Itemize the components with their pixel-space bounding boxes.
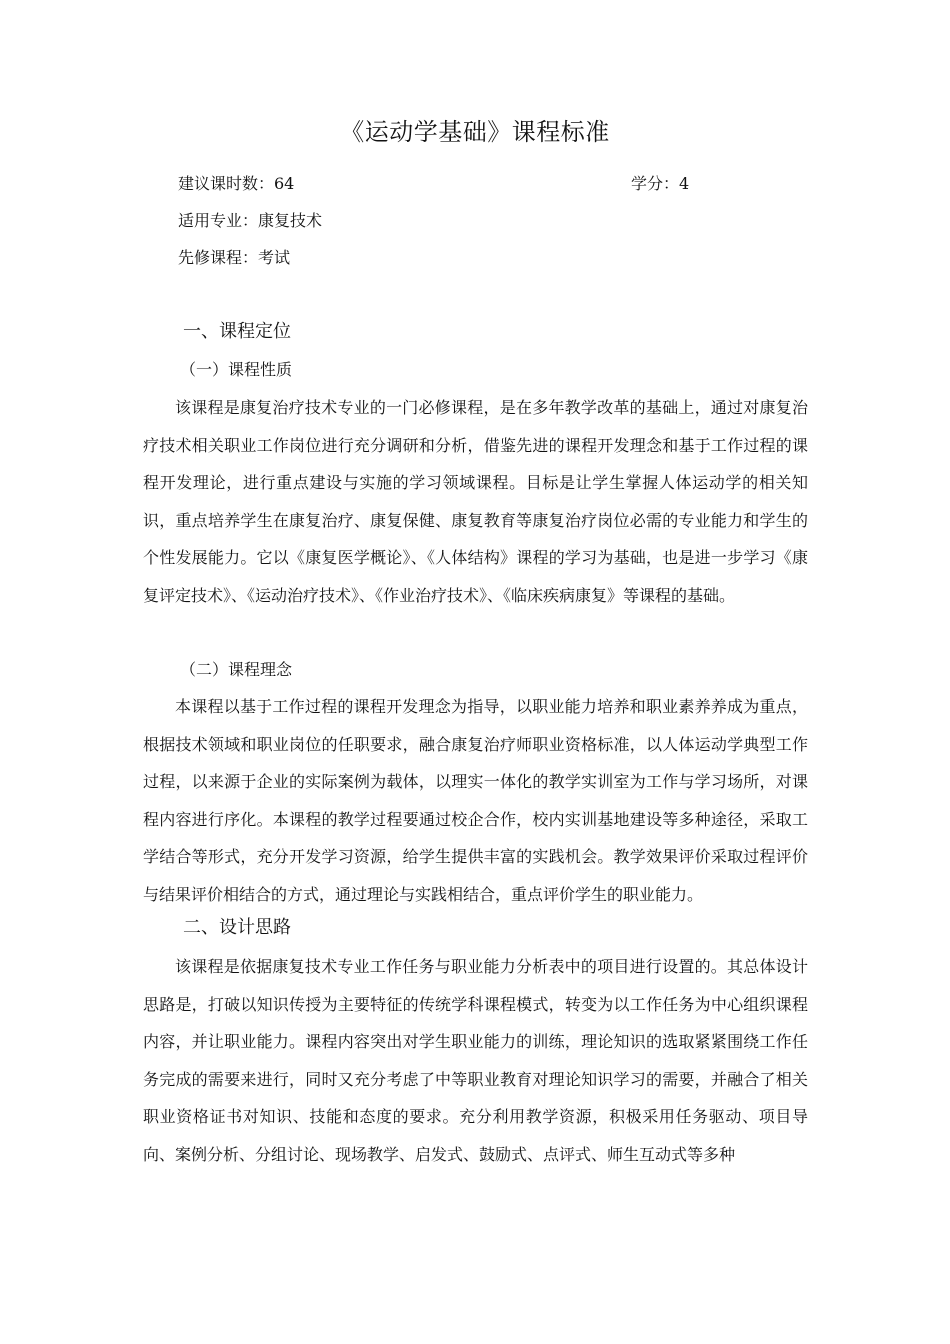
- subsection-heading-nature: （一）课程性质: [180, 360, 293, 379]
- suggested-hours: 建议课时数：64: [178, 174, 295, 193]
- credits: 学分：4: [631, 174, 690, 193]
- subsection-heading-philosophy: （二）课程理念: [180, 660, 293, 679]
- document-title: 《运动学基础》课程标准: [340, 118, 610, 146]
- section-heading-design: 二、设计思路: [183, 917, 291, 938]
- section-heading-positioning: 一、课程定位: [183, 321, 291, 342]
- applicable-major: 适用专业：康复技术: [178, 211, 323, 230]
- paragraph-design-approach: 该课程是依据康复技术专业工作任务与职业能力分析表中的项目进行设置的。其总体设计思路是，打破以知识传授为主要特征的传统学科课程模式，转变为以工作任务为中心组织课程内容，并让职业能力。课程内容突出对学生职业能力的训练，理论知识的选取紧紧围绕工作任务完成的需要来进行，同时又充分考虑了中等职业教育对理论知识学习的需要，并融合了相关职业资格证书对知识、技能和态度的要求。充分利用教学资源，积极采用任务驱动、项目导向、案例分析、分组讨论、现场教学、启发式、鼓励式、点评式、师生互动式等多种: [143, 957, 808, 1164]
- prerequisite-course: 先修课程：考试: [178, 248, 291, 267]
- paragraph-course-philosophy: 本课程以基于工作过程的课程开发理念为指导，以职业能力培养和职业素养养成为重点，根据技术领域和职业岗位的任职要求，融合康复治疗师职业资格标准，以人体运动学典型工作过程，以来源于企业的实际案例为载体，以理实一体化的教学实训室为工作与学习场所，对课程内容进行序化。本课程的教学过程要通过校企合作，校内实训基地建设等多种途径，采取工学结合等形式，充分开发学习资源，给学生提供丰富的实践机会。教学效果评价采取过程评价与结果评价相结合的方式，通过理论与实践相结合，重点评价学生的职业能力。: [143, 697, 808, 904]
- paragraph-course-nature: 该课程是康复治疗技术专业的一门必修课程，是在多年教学改革的基础上，通过对康复治疗技术相关职业工作岗位进行充分调研和分析，借鉴先进的课程开发理念和基于工作过程的课程开发理论，进行重点建设与实施的学习领域课程。目标是让学生掌握人体运动学的相关知识，重点培养学生在康复治疗、康复保健、康复教育等康复治疗岗位必需的专业能力和学生的个性发展能力。它以《康复医学概论》、《人体结构》课程的学习为基础，也是进一步学习《康复评定技术》、《运动治疗技术》、《作业治疗技术》、《临床疾病康复》等课程的基础。: [143, 398, 808, 605]
